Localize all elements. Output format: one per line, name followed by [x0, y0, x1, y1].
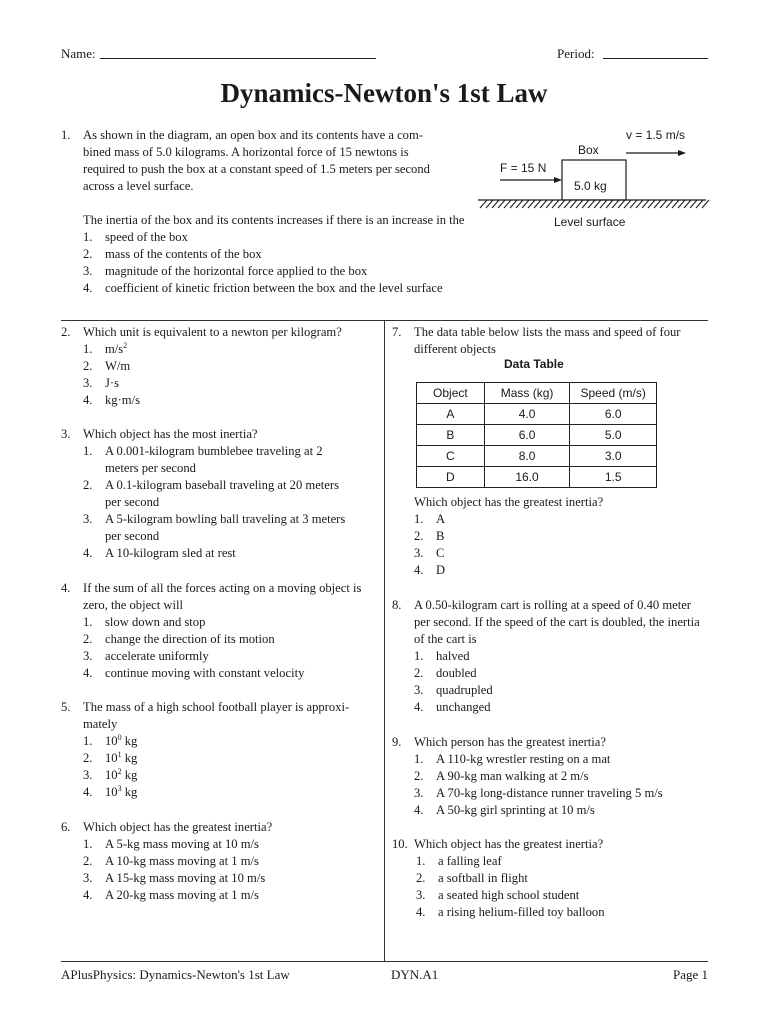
option-number: 3.: [414, 786, 424, 800]
question-text: Which unit is equivalent to a newton per kilogram?: [83, 325, 342, 339]
footer-source: APlusPhysics: Dynamics-Newton's 1st Law: [61, 967, 290, 982]
answer-option[interactable]: [414, 665, 710, 682]
option-text: A 70-kg long-distance runner traveling 5 m/s: [436, 786, 663, 800]
exponent: 1: [117, 749, 122, 759]
option-number: 3.: [83, 512, 93, 526]
question-10: [392, 836, 710, 921]
answer-option[interactable]: [414, 751, 710, 768]
hatch-mark: [588, 200, 595, 208]
answer-option[interactable]: [83, 375, 377, 392]
option-text: A: [436, 512, 446, 526]
hatch-mark: [612, 200, 619, 208]
option-text: A 90-kg man walking at 2 m/s: [436, 769, 589, 783]
question-4: [61, 580, 377, 682]
option-number: 2.: [414, 769, 424, 783]
table-row: [417, 446, 657, 467]
name-label: Name:: [61, 46, 96, 61]
question-6: [61, 819, 377, 904]
answer-option[interactable]: [416, 887, 710, 904]
unit: kg: [121, 768, 138, 782]
question-number: 7.: [392, 325, 402, 339]
option-text: coefficient of kinetic friction between the box and the level surface: [105, 281, 443, 295]
option-text: A 5-kg mass moving at 10 m/s: [105, 837, 259, 851]
answer-options: [414, 511, 710, 579]
option-text: 10: [105, 785, 118, 799]
question-text: Which object has the greatest inertia?: [414, 837, 604, 851]
answer-option[interactable]: [414, 511, 710, 528]
superscript: 2: [123, 340, 128, 350]
question-1: [61, 127, 481, 297]
hatch-mark: [528, 200, 535, 208]
answer-option[interactable]: [83, 648, 377, 665]
table-cell: B: [417, 425, 485, 446]
question-number: 9.: [392, 735, 402, 749]
option-text: kg·m/s: [105, 393, 140, 407]
surface-label: Level surface: [554, 215, 626, 229]
option-text: slow down and stop: [105, 615, 206, 629]
option-number: 2.: [83, 751, 93, 765]
question-8: [392, 597, 710, 716]
hatch-mark: [498, 200, 505, 208]
answer-option[interactable]: [416, 853, 710, 870]
exponent: 3: [117, 783, 122, 793]
answer-options: [416, 853, 710, 921]
option-number: 3.: [414, 683, 424, 697]
hatch-mark: [540, 200, 547, 208]
option-number: 4.: [83, 785, 93, 799]
question-text: The mass of a high school football player is approxi- mately: [83, 700, 350, 731]
exponent: 2: [117, 766, 122, 776]
option-number: 3.: [416, 888, 426, 902]
option-number: 4.: [416, 905, 426, 919]
answer-option[interactable]: [414, 682, 710, 699]
answer-option[interactable]: [83, 836, 377, 853]
option-number: 4.: [83, 393, 93, 407]
answer-options: [83, 733, 377, 801]
question-text: The data table below lists the mass and speed of four different objects: [414, 325, 681, 356]
footer-divider: [61, 961, 708, 962]
question-7-prompt: [392, 494, 710, 579]
option-text: A 10-kg mass moving at 1 m/s: [105, 854, 259, 868]
option-number: 4.: [414, 563, 424, 577]
question-line: As shown in the diagram, an open box and its contents have a com-: [83, 128, 423, 142]
table-row: [417, 404, 657, 425]
hatch-mark: [648, 200, 655, 208]
question-number: 2.: [61, 325, 71, 339]
table-cell: D: [417, 467, 485, 488]
table-row: [417, 425, 657, 446]
option-text: A 110-kg wrestler resting on a mat: [436, 752, 611, 766]
answer-option[interactable]: [83, 853, 377, 870]
answer-option[interactable]: [83, 358, 377, 375]
answer-option[interactable]: [83, 392, 377, 409]
period-field[interactable]: [603, 58, 708, 59]
question-number: 8.: [392, 598, 402, 612]
hatch-mark: [576, 200, 583, 208]
option-text: continue moving with constant velocity: [105, 666, 305, 680]
hatch-mark: [552, 200, 559, 208]
table-header-row: [417, 383, 657, 404]
option-number: 3.: [414, 546, 424, 560]
question-number: 10.: [392, 837, 408, 851]
option-number: 1.: [414, 752, 424, 766]
option-text: D: [436, 563, 446, 577]
option-text: A 10-kilogram sled at rest: [105, 546, 236, 560]
hatch-mark: [606, 200, 613, 208]
option-text: quadrupled: [436, 683, 493, 697]
option-number: 1.: [414, 512, 424, 526]
data-table: [416, 382, 657, 488]
answer-option[interactable]: [414, 785, 710, 802]
footer-code: DYN.A1: [391, 967, 439, 982]
surface-hatching: [480, 200, 709, 208]
answer-options: [83, 614, 377, 682]
hatch-mark: [522, 200, 529, 208]
option-text: change the direction of its motion: [105, 632, 275, 646]
option-number: 2.: [414, 666, 424, 680]
unit: kg: [121, 734, 138, 748]
question-number: 3.: [61, 427, 71, 441]
option-text: mass of the contents of the box: [105, 247, 262, 261]
hatch-mark: [624, 200, 631, 208]
option-text: a rising helium-filled toy balloon: [438, 905, 605, 919]
option-number: 4.: [83, 666, 93, 680]
option-text: unchanged: [436, 700, 491, 714]
unit: kg: [121, 785, 138, 799]
hatch-mark: [534, 200, 541, 208]
answer-option[interactable]: [83, 614, 377, 631]
table-row: [417, 467, 657, 488]
answer-option[interactable]: [83, 665, 377, 682]
hatch-mark: [492, 200, 499, 208]
option-number: 2.: [83, 247, 93, 261]
answer-option[interactable]: [414, 562, 710, 579]
option-text: A 15-kg mass moving at 10 m/s: [105, 871, 266, 885]
hatch-mark: [684, 200, 691, 208]
option-text: C: [436, 546, 445, 560]
answer-options: [83, 229, 481, 297]
option-number: 1.: [83, 837, 93, 851]
answer-option[interactable]: [416, 904, 710, 921]
answer-options: [414, 648, 710, 716]
answer-option[interactable]: [83, 767, 377, 784]
answer-option[interactable]: [83, 870, 377, 887]
option-text: A 0.001-kilogram bumblebee traveling at 2 meters per second: [105, 444, 323, 475]
answer-option[interactable]: [83, 263, 481, 280]
option-text: accelerate uniformly: [105, 649, 209, 663]
question-text: [83, 127, 481, 195]
hatch-mark: [636, 200, 643, 208]
table-cell: 16.0: [484, 467, 570, 488]
answer-options: [83, 836, 377, 904]
answer-option[interactable]: [83, 443, 353, 477]
hatch-mark: [594, 200, 601, 208]
option-number: 1.: [414, 649, 424, 663]
answer-option[interactable]: [414, 699, 710, 716]
exponent: 0: [117, 732, 122, 742]
answer-option[interactable]: [414, 648, 710, 665]
velocity-arrowhead: [678, 150, 686, 156]
hatch-mark: [600, 200, 607, 208]
unit: kg: [121, 751, 138, 765]
hatch-mark: [558, 200, 565, 208]
option-number: 1.: [416, 854, 426, 868]
hatch-mark: [696, 200, 703, 208]
question-text: Which person has the greatest inertia?: [414, 735, 606, 749]
option-number: 1.: [83, 615, 93, 629]
option-number: 1.: [83, 230, 93, 244]
hatch-mark: [660, 200, 667, 208]
option-number: 2.: [83, 854, 93, 868]
question-9: [392, 734, 710, 819]
option-text: B: [436, 529, 445, 543]
box-diagram: [478, 122, 718, 234]
option-text: 10: [105, 768, 118, 782]
answer-options: [83, 443, 377, 562]
velocity-label: v = 1.5 m/s: [626, 128, 686, 142]
table-cell: C: [417, 446, 485, 467]
answer-option[interactable]: [83, 477, 353, 511]
answer-option[interactable]: [83, 280, 481, 297]
answer-option[interactable]: [83, 784, 377, 801]
answer-option[interactable]: [83, 246, 481, 263]
answer-options: [83, 341, 377, 409]
hatch-mark: [480, 200, 487, 208]
option-text: halved: [436, 649, 470, 663]
hatch-mark: [546, 200, 553, 208]
name-field[interactable]: [100, 58, 376, 59]
question-2: [61, 324, 377, 409]
question-number: 6.: [61, 820, 71, 834]
hatch-mark: [678, 200, 685, 208]
hatch-mark: [672, 200, 679, 208]
period-label: Period:: [557, 46, 595, 61]
question-line: bined mass of 5.0 kilograms. A horizontal force of 15 newtons is: [83, 145, 409, 159]
option-number: 2.: [83, 359, 93, 373]
answer-option[interactable]: [414, 768, 710, 785]
mass-label: 5.0 kg: [574, 179, 607, 193]
column-divider: [384, 320, 385, 961]
answer-option[interactable]: [414, 545, 710, 562]
option-text: A 0.1-kilogram baseball traveling at 20 meters per second: [105, 478, 339, 509]
hatch-mark: [510, 200, 517, 208]
table-header-cell: Speed (m/s): [570, 383, 657, 404]
option-number: 4.: [414, 700, 424, 714]
question-text: If the sum of all the forces acting on a moving object is zero, the object will: [83, 581, 362, 612]
question-line: across a level surface.: [83, 179, 194, 193]
option-text: 10: [105, 734, 118, 748]
question-number: 1.: [61, 128, 71, 142]
option-text: speed of the box: [105, 230, 188, 244]
option-number: 1.: [83, 444, 93, 458]
option-number: 2.: [83, 632, 93, 646]
option-number: 3.: [83, 871, 93, 885]
hatch-mark: [570, 200, 577, 208]
question-3: [61, 426, 377, 562]
hatch-mark: [642, 200, 649, 208]
force-arrowhead: [554, 177, 562, 183]
option-text: m/s: [105, 342, 124, 356]
option-text: A 50-kg girl sprinting at 10 m/s: [436, 803, 595, 817]
question-number: 5.: [61, 700, 71, 714]
table-cell: A: [417, 404, 485, 425]
answer-options: [414, 751, 710, 819]
hatch-mark: [690, 200, 697, 208]
hatch-mark: [666, 200, 673, 208]
table-cell: 6.0: [570, 404, 657, 425]
answer-option[interactable]: [83, 229, 481, 246]
hatch-mark: [504, 200, 511, 208]
hatch-mark: [564, 200, 571, 208]
hatch-mark: [630, 200, 637, 208]
hatch-mark: [516, 200, 523, 208]
table-cell: 5.0: [570, 425, 657, 446]
hatch-mark: [702, 200, 709, 208]
hatch-mark: [654, 200, 661, 208]
page-title: Dynamics-Newton's 1st Law: [220, 78, 548, 108]
option-text: 10: [105, 751, 118, 765]
force-label: F = 15 N: [500, 161, 547, 175]
option-number: 4.: [83, 546, 93, 560]
question-text: Which object has the greatest inertia?: [83, 820, 273, 834]
option-text: a seated high school student: [438, 888, 580, 902]
option-number: 3.: [83, 768, 93, 782]
option-number: 1.: [83, 342, 93, 356]
option-number: 3.: [83, 649, 93, 663]
question-prompt: The inertia of the box and its contents increases if there is an increase in the: [83, 213, 465, 227]
question-text: Which object has the most inertia?: [83, 427, 258, 441]
data-table-title: Data Table: [504, 357, 564, 371]
answer-option[interactable]: [83, 733, 377, 750]
table-cell: 8.0: [484, 446, 570, 467]
option-text: doubled: [436, 666, 477, 680]
option-number: 4.: [83, 888, 93, 902]
answer-option[interactable]: [83, 545, 377, 562]
option-number: 4.: [83, 281, 93, 295]
question-number: 4.: [61, 581, 71, 595]
option-number: 2.: [416, 871, 426, 885]
table-header-cell: Mass (kg): [484, 383, 570, 404]
table-cell: 3.0: [570, 446, 657, 467]
option-text: A 5-kilogram bowling ball traveling at 3 meters per second: [105, 512, 346, 543]
table-cell: 6.0: [484, 425, 570, 446]
option-number: 4.: [414, 803, 424, 817]
answer-option[interactable]: [83, 631, 377, 648]
question-7: [392, 324, 710, 358]
option-number: 3.: [83, 376, 93, 390]
question-5: [61, 699, 377, 801]
hatch-mark: [618, 200, 625, 208]
answer-option[interactable]: [83, 511, 353, 545]
table-cell: 1.5: [570, 467, 657, 488]
option-text: A 20-kg mass moving at 1 m/s: [105, 888, 259, 902]
option-number: 2.: [83, 478, 93, 492]
box-label: Box: [578, 143, 599, 157]
question-text: Which object has the greatest inertia?: [414, 495, 604, 509]
option-number: 2.: [414, 529, 424, 543]
option-text: J·s: [105, 376, 119, 390]
option-text: magnitude of the horizontal force applied to the box: [105, 264, 368, 278]
answer-option[interactable]: [83, 750, 377, 767]
answer-option[interactable]: [83, 887, 377, 904]
answer-option[interactable]: [83, 341, 377, 358]
option-text: W/m: [105, 359, 131, 373]
answer-option[interactable]: [414, 528, 710, 545]
hatch-mark: [582, 200, 589, 208]
option-number: 1.: [83, 734, 93, 748]
question-line: required to push the box at a constant speed of 1.5 meters per second: [83, 162, 430, 176]
option-number: 3.: [83, 264, 93, 278]
option-text: a softball in flight: [438, 871, 528, 885]
footer-page-number: Page 1: [672, 967, 708, 982]
hatch-mark: [486, 200, 493, 208]
answer-option[interactable]: [416, 870, 710, 887]
question-text: A 0.50-kilogram cart is rolling at a speed of 0.40 meter per second. If the speed of the cart is doubled, the inertia of the cart is: [414, 598, 700, 646]
answer-option[interactable]: [414, 802, 710, 819]
table-header-cell: Object: [417, 383, 485, 404]
option-text: a falling leaf: [438, 854, 502, 868]
table-cell: 4.0: [484, 404, 570, 425]
